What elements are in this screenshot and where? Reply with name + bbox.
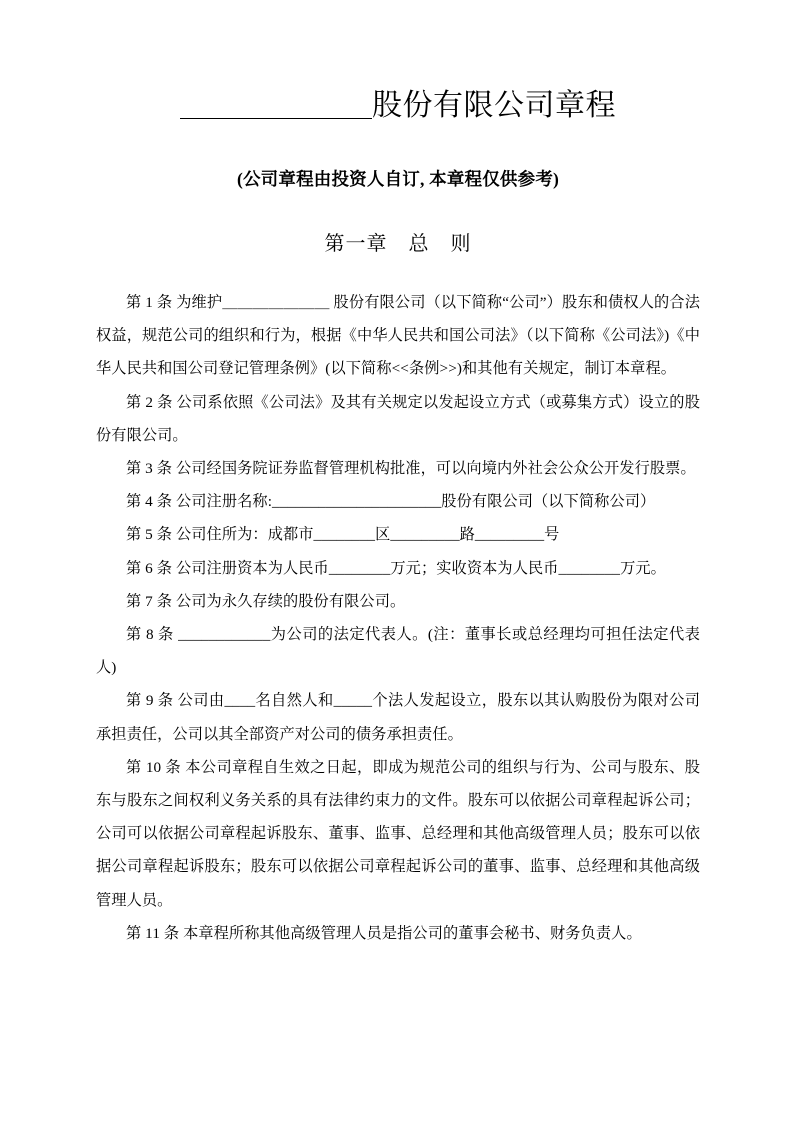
article-item bbox=[96, 286, 700, 386]
article-text: 本公司章程自生效之日起，即成为规范公司的组织与行为、公司与股东、股东与股东之间权利义务关系的具有法律约束力的文件。股东可以依据公司章程起诉公司；公司可以依据公司章程起诉股东、董事、监事、总经理和其他高级管理人员；股东可以依据公司章程起诉股东；股东可以依据公司章程起诉公司的董事、监事、总经理和其他高级管理人员。 bbox=[96, 758, 700, 909]
document-title bbox=[96, 0, 700, 126]
article-text: 公司系依照《公司法》及其有关规定以发起设立方式（或募集方式）设立的股份有限公司。 bbox=[96, 393, 700, 444]
article-item bbox=[96, 552, 700, 585]
article-item bbox=[96, 485, 700, 518]
company-name-blank bbox=[180, 118, 372, 119]
article-text: 公司注册资本为人民币________万元；实收资本为人民币________万元。 bbox=[175, 559, 666, 577]
article-item bbox=[96, 618, 700, 684]
article-text: 公司为永久存续的股份有限公司。 bbox=[175, 592, 406, 610]
article-list bbox=[96, 258, 700, 950]
article-label: 第 10 条 bbox=[126, 758, 182, 776]
article-label: 第 9 条 bbox=[126, 692, 174, 710]
article-item bbox=[96, 917, 700, 950]
article-text: 为维护＿＿＿＿＿＿＿ 股份有限公司（以下简称“公司”）股东和债权人的合法权益，规范公司的组织和行为，根据《中华人民共和国公司法》（以下简称《公司法》)《中华人民共和国公司登记管理条例》(以下简称<<条例>>)和其他有关规定，制订本章程。 bbox=[96, 294, 700, 378]
article-label: 第 4 条 bbox=[126, 493, 173, 511]
document-title-text: 股份有限公司章程 bbox=[372, 88, 616, 123]
article-label: 第 2 条 bbox=[126, 393, 173, 411]
article-item bbox=[96, 452, 700, 485]
article-text: 公司注册名称:______________________股份有限公司（以下简称公司） bbox=[175, 493, 656, 511]
article-label: 第 7 条 bbox=[126, 592, 173, 610]
article-text: 公司住所为：成都市________区_________路_________号 bbox=[175, 526, 560, 544]
article-text: 公司经国务院证券监督管理机构批准，可以向境内外社会公众公开发行股票。 bbox=[175, 460, 696, 478]
article-label: 第 6 条 bbox=[126, 559, 173, 577]
chapter-heading-general-provisions: 第一章 总 则 bbox=[324, 231, 472, 255]
article-text: 公司由____名自然人和_____个法人发起设立，股东以其认购股份为限对公司承担责任，公司以其全部资产对公司的债务承担责任。 bbox=[96, 692, 700, 743]
article-label: 第 5 条 bbox=[126, 526, 173, 544]
article-label: 第 11 条 bbox=[126, 924, 180, 942]
article-item bbox=[96, 751, 700, 917]
document-content bbox=[96, 0, 700, 950]
article-label: 第 3 条 bbox=[126, 460, 173, 478]
article-text: ____________为公司的法定代表人。(注：董事长或总经理均可担任法定代表人) bbox=[96, 626, 701, 677]
article-item bbox=[96, 386, 700, 452]
article-label: 第 1 条 bbox=[126, 294, 173, 311]
article-item bbox=[96, 585, 700, 618]
article-item bbox=[96, 684, 700, 750]
article-label: 第 8 条 bbox=[126, 626, 174, 644]
article-item bbox=[96, 518, 700, 551]
document-subtitle: (公司章程由投资人自订, 本章程仅供参考) bbox=[236, 169, 560, 189]
article-text: 本章程所称其他高级管理人员是指公司的董事会秘书、财务负责人。 bbox=[183, 924, 642, 942]
